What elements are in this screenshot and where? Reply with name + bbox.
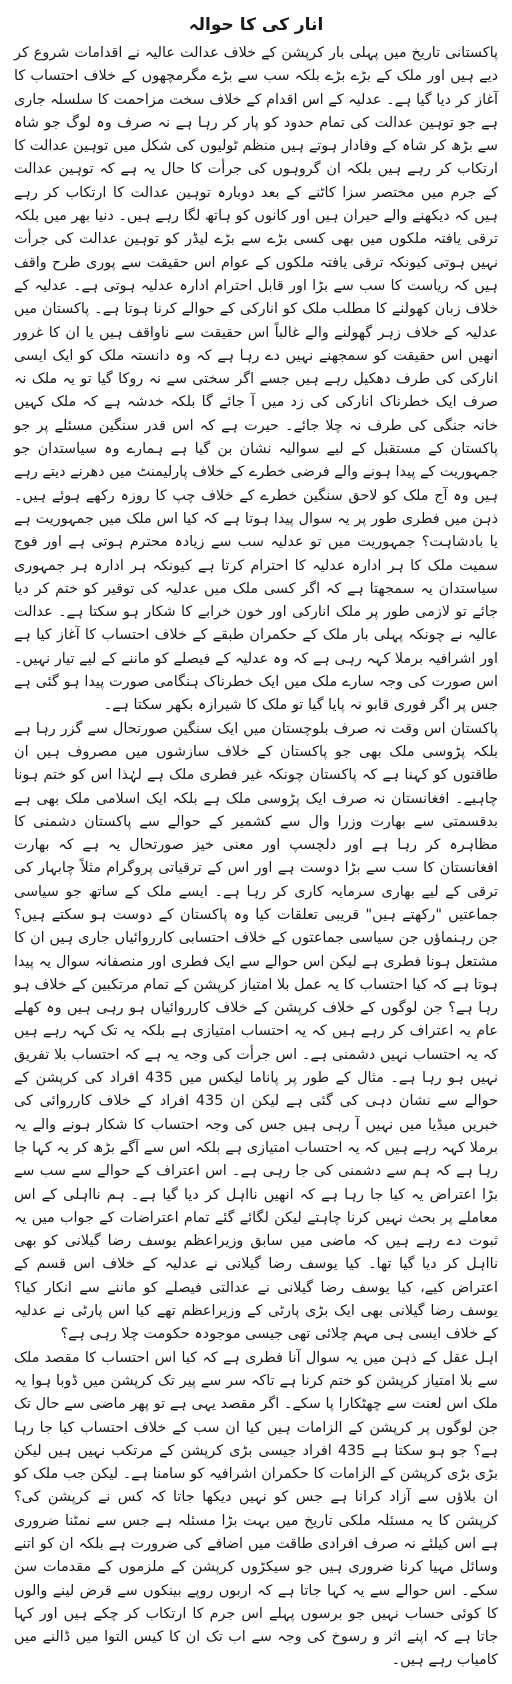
article-title: انار کی کا حوالہ	[188, 15, 324, 35]
article-paragraph-1: پاکستانی تاریخ میں پہلی بار کرپشن کے خلاف عدالت عالیہ نے اقدامات شروع کر دیے ہیں اور ملک کے بڑے بڑے بلکہ سب سے بڑے مگرمچھوں کے خلاف احتساب کا آغاز کر دیا گیا ہے۔ عدلیہ کے اس اقدام کے خلاف سخت مزاحمت کا سلسلہ جاری ہے جو توہین عدالت کی تمام حدود کو پار کر رہا ہے نہ صرف وہ لوگ جو شاہ سے بڑھ کر شاہ کے وفادار ہوتے ہیں منظم ٹولیوں کی شکل میں توہین عدالت کا ارتکاب کر رہے ہیں بلکہ ان گروہوں کی جرأت کا حال یہ ہے کہ توہین عدالت کے جرم میں مختصر سزا کاٹنے کے بعد دوبارہ توہین عدالت کا ارتکاب کر رہے ہیں کہ دیکھنے والے حیران ہیں اور کانوں کو ہاتھ لگا رہے ہیں۔ دنیا بھر میں بلکہ ترقی یافتہ ملکوں میں بھی کسی بڑے سے بڑے لیڈر کو توہین عدالت کی جرأت نہیں ہوتی کیونکہ ترقی یافتہ ملکوں کے عوام اس حقیقت سے پوری طرح واقف ہیں کہ ریاست کا سب سے بڑا اور قابل احترام ادارہ عدلیہ ہوتی ہے۔ عدلیہ کے خلاف زبان کھولنے کا مطلب ملک کو انارکی کے حوالے کرنا ہوتا ہے۔ پاکستان میں عدلیہ کے خلاف زہر گھولنے والے غالباً اس حقیقت سے ناواقف ہیں یا ان کا غرور انھیں اس حقیقت کو سمجھنے نہیں دے رہا ہے کہ وہ دانستہ ملک کو ایک ایسی انارکی کی طرف دھکیل رہے ہیں جسے اگر سختی سے نہ روکا گیا تو یہ ملک نہ صرف ایک خطرناک انارکی کی زد میں آ جائے گا بلکہ خدشہ ہے کہ ملک کہیں خانہ جنگی کی طرف نہ چلا جائے۔ حیرت ہے کہ اس قدر سنگین مسئلے پر جو پاکستان کے مستقبل کے لیے سوالیہ نشان بن گیا ہے ہمارے وہ سیاستدان جو جمہوریت کے پیدا ہونے والے فرضی خطرے کے خلاف پارلیمنٹ میں دھرنے دیتے رہے ہیں وہ آج ملک کو لاحق سنگین خطرے کے خلاف چپ کا روزہ رکھے ہوئے ہیں۔ ذہن میں فطری طور پر یہ سوال پیدا ہوتا ہے کہ کیا اس ملک میں جمہوریت ہے یا بادشاہت؟ جمہوریت میں تو عدلیہ سب سے زیادہ محترم ہوتی ہے اور فوج سمیت ملک کا ہر ادارہ عدلیہ کا احترام کرتا ہے کیونکہ ہر ادارہ ہر جمہوری سیاستدان یہ سمجھتا ہے کہ اگر کسی ملک میں عدلیہ کی توقیر کو ختم کر دیا جائے تو لازمی طور پر ملک انارکی اور خون خرابے کا شکار ہو سکتا ہے۔ عدالت عالیہ نے چونکہ پہلی بار ملک کے حکمران طبقے کے خلاف احتساب کا آغاز کیا ہے اور اشرافیہ برملا کہہ رہی ہے کہ وہ عدلیہ کے فیصلے کو ماننے کے لیے تیار نہیں۔ اس صورت کی وجہ سارے ملک میں ایک خطرناک ہنگامی صورت پیدا ہو گئی ہے جس پر اگر فوری قابو نہ پایا گیا تو ملک کا شیرازہ بکھر سکتا ہے۔	[14, 45, 498, 714]
article-paragraph-3: اہل عقل کے ذہن میں یہ سوال آنا فطری ہے کہ کیا اس احتساب کا مقصد ملک سے بلا امتیاز کرپشن کو ختم کرنا ہے تاکہ سر سے پیر تک کرپشن میں ڈوبا ہوا یہ ملک اس لعنت سے چھٹکارا پا سکے۔ اگر مقصد یہی ہے تو پھر ماضی سے حال تک جن لوگوں پر کرپشن کے الزامات ہیں کیا ان سب کے خلاف احتساب کیا جا رہا ہے؟ جو ہو سکتا ہے 435 افراد جیسی بڑی کرپشن کے مرتکب نہیں ہیں لیکن بڑی بڑی کرپشن کے الزامات کا حکمران اشرافیہ کو سامنا ہے۔ لیکن جب ملک کو ان بلاؤں سے آزاد کرانا ہے جس کو نہیں دیکھا جاتا کہ کس نے کرپشن کی؟ کرپشن کا یہ مسئلہ ملکی تاریخ میں بہت بڑا مسئلہ ہے جس سے نمٹنا ضروری ہے اس کیلئے نہ صرف افرادی طاقت میں اضافے کی ضرورت ہے بلکہ ان کو اتنے وسائل مہیا کرنا ضروری ہیں جو سیکڑوں کرپشن کے ملزموں کے مقدمات سن سکے۔ اس حوالے سے یہ کہا جاتا ہے کہ اربوں روپے بینکوں سے قرض لینے والوں کا کوئی حساب نہیں جو برسوں پہلے اس جرم کا ارتکاب کر چکے ہیں اور کہا جاتا ہے کہ اپنے اثر و رسوخ کی وجہ سے اب تک ان کا کیس التوا میں ڈالنے میں کامیاب رہے ہیں۔	[14, 1349, 498, 1669]
article-paragraph-2: پاکستان اس وقت نہ صرف بلوچستان میں ایک سنگین صورتحال سے گزر رہا ہے بلکہ پڑوسی ملک بھی جو پاکستان کے خلاف سازشوں میں مصروف ہیں ان طاقتوں کو کہنا ہے کہ پاکستان چونکہ غیر فطری ملک ہے لہٰذا اس کو ختم ہونا چاہیے۔ افغانستان نہ صرف ایک پڑوسی ملک ہے بلکہ ایک اسلامی ملک بھی ہے بدقسمتی سے بھارت وزرا وال سے کشمیر کے حوالے سے پاکستان دشمنی کا مظاہرہ کر رہا ہے اور دلچسپ اور معنی خیز صورتحال یہ ہے کہ بھارت افغانستان کا سب سے بڑا دوست ہے اور اس کے ترقیاتی پروگرام مثلاً چابہار کی ترقی کے لیے بھاری سرمایہ کاری کر رہا ہے۔ ایسے ملک کے ساتھ جو سیاسی جماعتیں "رکھتے ہیں" قریبی تعلقات کیا وہ پاکستان کے دوست ہو سکتے ہیں؟ جن رہنماؤں جن سیاسی جماعتوں کے خلاف احتسابی کارروائیاں جاری ہیں ان کا مشتعل ہونا فطری ہے لیکن اس حوالے سے ایک فطری اور منصفانہ سوال یہ پیدا ہوتا ہے کہ کیا احتساب کا یہ عمل بلا امتیاز کرپشن کے تمام مرتکبین کے خلاف ہو رہا ہے؟ جن لوگوں کے خلاف کرپشن کے خلاف کارروائیاں ہو رہی ہیں وہ کھلے عام یہ اعتراف کر رہے ہیں کہ یہ احتساب امتیازی ہے بلکہ یہ تک کہہ رہے ہیں کہ یہ احتساب نہیں دشمنی ہے۔ اس جرأت کی وجہ یہ ہے کہ احتساب بلا تفریق نہیں ہو رہا ہے۔ مثال کے طور پر پاناما لیکس میں 435 افراد کی کرپشن کے حوالے سے نشان دہی کی گئی ہے لیکن ان 435 افراد کے خلاف کارروائی کی خبریں میڈیا میں نہیں آ رہی ہیں جس کی وجہ احتساب کا شکار ہونے والے یہ برملا کہہ رہے ہیں کہ یہ احتساب امتیازی ہے بلکہ اس سے آگے بڑھ کر یہ کہا جا رہا ہے کہ ہم سے دشمنی کی جا رہی ہے۔ اس اعتراف کے حوالے سے سب سے بڑا اعتراض یہ کیا جا رہا ہے کہ انھیں نااہل کر دیا گیا ہے۔ ہم نااہلی کے اس معاملے پر بحث نہیں کرنا چاہتے لیکن لگائے گئے تمام اعتراضات کے جواب میں یہ ثبوت دے رہے ہیں کہ ماضی میں سابق وزیراعظم یوسف رضا گیلانی کو بھی نااہل کر دیا گیا تھا۔ کیا یوسف رضا گیلانی نے عدلیہ کے خلاف اس قسم کے اعتراض کیے، کیا یوسف رضا گیلانی نے عدالتی فیصلے کو ماننے سے انکار کیا؟ یوسف رضا گیلانی بھی ایک بڑی پارٹی کے وزیراعظم تھے کیا اس پارٹی نے عدلیہ کے خلاف ایسی ہی مہم چلائی تھی جیسی موجودہ حکومت چلا رہی ہے؟	[14, 720, 498, 1343]
article-body	[14, 42, 498, 1673]
